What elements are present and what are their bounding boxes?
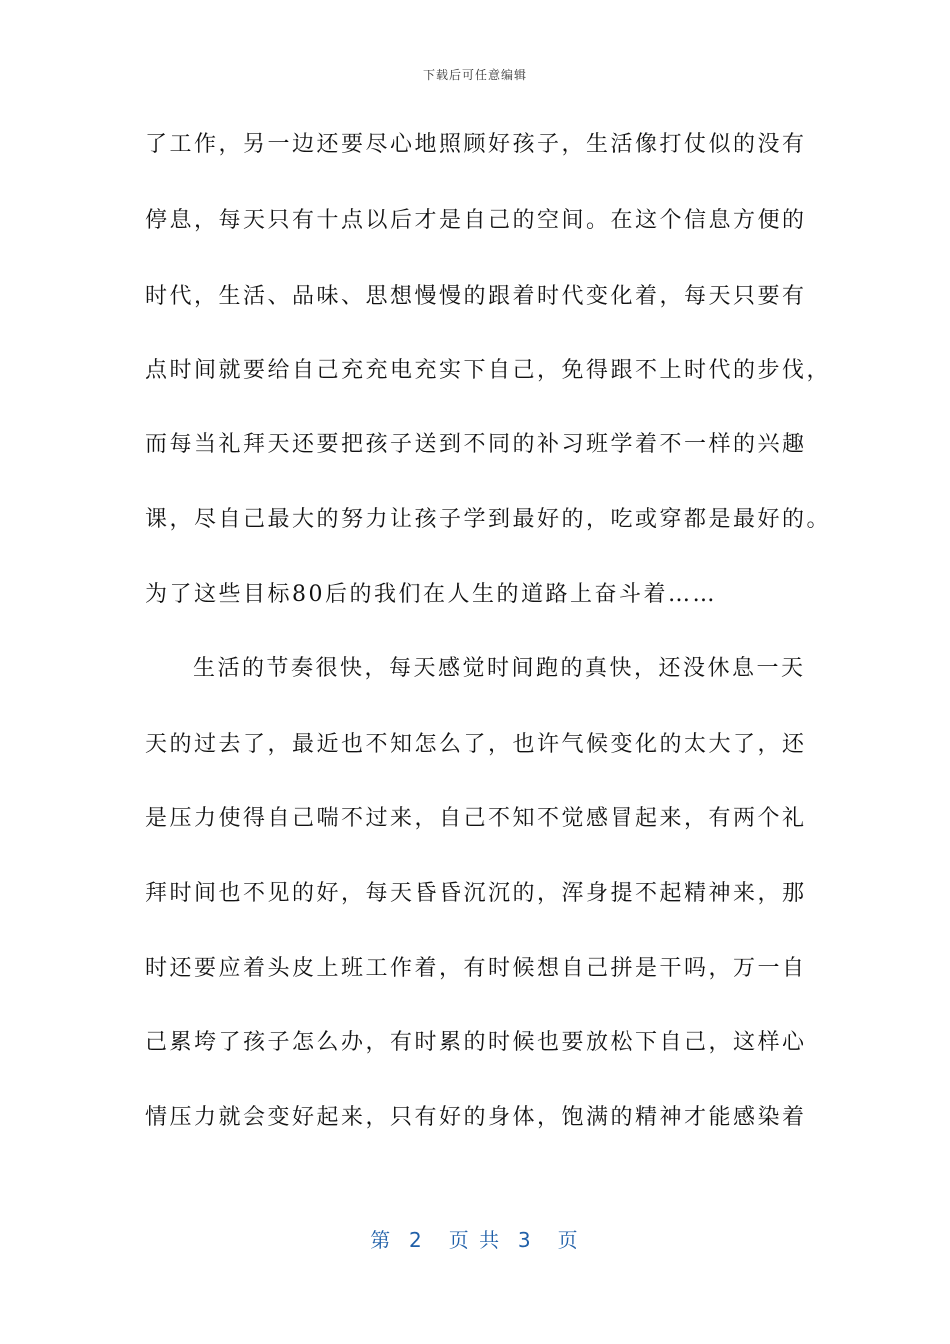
paragraph-line: 生活的节奏很快，每天感觉时间跑的真快，还没休息一天 <box>193 656 806 681</box>
page-number <box>0 1224 950 1253</box>
paragraph-line: 情压力就会变好起来，只有好的身体，饱满的精神才能感染着 <box>145 1105 807 1130</box>
paragraph-line: 停息，每天只有十点以后才是自己的空间。在这个信息方便的 <box>145 208 807 233</box>
paragraph-line: 己累垮了孩子怎么办，有时累的时候也要放松下自己，这样心 <box>145 1030 807 1055</box>
paragraph-line: 课，尽自己最大的努力让孩子学到最好的，吃或穿都是最好的。 <box>145 507 832 532</box>
page-number-label: 第 2 页 共 3 页 <box>370 1228 580 1252</box>
paragraph-line: 为了这些目标80后的我们在人生的道路上奋斗着…… <box>145 582 717 607</box>
paragraph-line: 拜时间也不见的好，每天昏昏沉沉的，浑身提不起精神来，那 <box>145 881 807 906</box>
paragraph-line: 是压力使得自己喘不过来，自己不知不觉感冒起来，有两个礼 <box>145 806 807 831</box>
paragraph-line: 了工作，另一边还要尽心地照顾好孩子，生活像打仗似的没有 <box>145 132 807 157</box>
paragraph-line: 时还要应着头皮上班工作着，有时候想自己拼是干吗，万一自 <box>145 956 807 981</box>
header-note: 下载后可任意编辑 <box>422 68 527 82</box>
paragraph-line: 天的过去了，最近也不知怎么了，也许气候变化的太大了，还 <box>145 732 807 757</box>
paragraph-line: 而每当礼拜天还要把孩子送到不同的补习班学着不一样的兴趣 <box>145 432 807 457</box>
paragraph-line: 点时间就要给自己充充电充实下自己，免得跟不上时代的步伐， <box>145 358 832 383</box>
paragraph-line: 时代，生活、品味、思想慢慢的跟着时代变化着，每天只要有 <box>145 284 807 309</box>
